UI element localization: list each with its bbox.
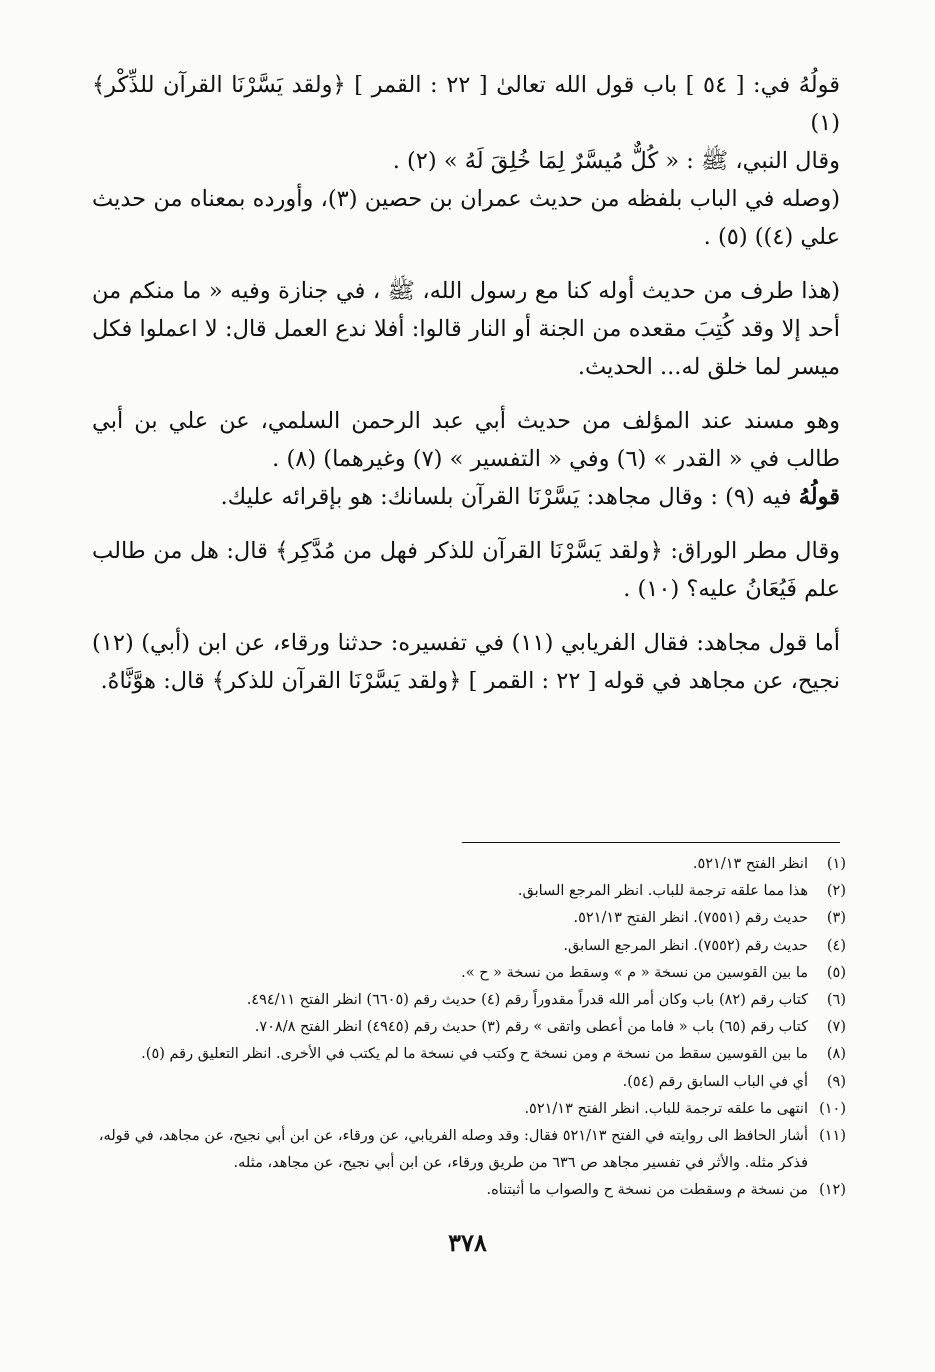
paragraph-5: وهو مسند عند المؤلف من حديث أبي عبد الرحمن السلمي، عن علي بن أبي طالب في « القدر » (٦) وفي « التفسير » (٧) وغيرهما) (٨) . <box>92 408 840 472</box>
paragraph-7: وقال مطر الوراق: ﴿ولقد يَسَّرْنَا القرآن للذكر فهل من مُدَّكِر﴾ قال: هل من طالب علم فَيُعَانُ عليه؟ (١٠) . <box>92 538 840 602</box>
footnote <box>96 1014 846 1041</box>
footnote-text: ما بين القوسين سقط من نسخة م ومن نسخة ح وكتب في نسخة ما لم يكتب في الأخرى. انظر التعليق رقم (٥). <box>141 1046 808 1063</box>
footnote-number: (١) <box>826 856 846 872</box>
footnote-number: (٩) <box>826 1073 846 1090</box>
footnote <box>96 878 846 905</box>
footnote <box>96 933 846 960</box>
footnote <box>96 1096 846 1123</box>
footnote <box>96 1069 846 1096</box>
footnote-number: (٧) <box>826 1019 846 1036</box>
footnote-text: أي في الباب السابق رقم (٥٤). <box>622 1073 808 1090</box>
footnote-number: (٣) <box>826 910 846 927</box>
footnote <box>96 851 846 878</box>
footnote-text: ما بين القوسين من نسخة « م » وسقط من نسخة « ح ». <box>461 964 808 981</box>
paragraph-6-text: فيه (٩) : وقال مجاهد: يَسَّرْنَا القرآن بلسانك: هو بإقرائه عليك. <box>220 484 792 510</box>
footnote-number: (٥) <box>826 964 846 981</box>
paragraph-2: وقال النبي، ﷺ : « كُلٌّ مُيسَّرٌ لِمَا خُلِقَ لَهُ » (٢) . <box>392 148 840 174</box>
footnote-number: (١٢) <box>819 1182 846 1199</box>
footnote <box>96 905 846 932</box>
footnote <box>96 960 846 987</box>
footnote-number: (١٠) <box>819 1100 846 1117</box>
footnote-number: (٦) <box>826 992 846 1009</box>
footnote-text: كتاب رقم (٦٥) باب « فاما من أعطى واتقى » رقم (٣) حديث رقم (٤٩٤٥) انظر الفتح ٧٠٨/٨. <box>254 1019 808 1036</box>
paragraph-8: أما قول مجاهد: فقال الفريابي (١١) في تفسيره: حدثنا ورقاء، عن ابن (أبي) (١٢) نجيح، عن مجاهد في قوله [ ٢٢ : القمر ] ﴿ولقد يَسَّرْنَا القرآن للذكر﴾ قال: هوَّنَّاهُ. <box>92 630 840 694</box>
footnote-number: (٤) <box>826 937 846 954</box>
footnotes <box>96 851 846 1205</box>
footnote-text: من نسخة م وسقطت من نسخة ح والصواب ما أثبتناه. <box>486 1182 808 1199</box>
paragraph-1: قولُهُ في: [ ٥٤ ] باب قول الله تعالىٰ [ ٢٢ : القمر ] ﴿ولقد يَسَّرْنَا القرآن للذِّكْر﴾ (١) <box>92 72 840 136</box>
footnote <box>96 1123 846 1177</box>
footnote-separator <box>462 842 840 843</box>
footnote <box>96 1041 846 1068</box>
footnote-text: هذا مما علقه ترجمة للباب. انظر المرجع السابق. <box>517 883 808 900</box>
qawluhu-heading: قولُهُ <box>798 484 840 510</box>
footnote-text: حديث رقم (٧٥٥١). انظر الفتح ٥٢١/١٣. <box>573 910 808 927</box>
footnote-text: انتهى ما علقه ترجمة للباب. انظر الفتح ٥٢١/١٣. <box>524 1100 808 1117</box>
footnote-number: (٢) <box>826 883 846 900</box>
footnote-number: (١١) <box>819 1128 846 1145</box>
footnote-text: أشار الحافظ الى روايته في الفتح ٥٢١/١٣ فقال: وقد وصله الفريابي، عن ورقاء، عن ابن أبي نجيح، عن مجاهد، في قوله، فذكر مثله. والأثر في تفسير مجاهد ص ٦٣٦ من طريق ورقاء، عن ابن أبي نجيح، عن مجاهد، مثله. <box>98 1128 808 1172</box>
footnote <box>96 987 846 1014</box>
footnote-number: (٨) <box>826 1046 846 1063</box>
footnote-text: كتاب رقم (٨٢) باب وكان أمر الله قدراً مقدوراً رقم (٤) حديث رقم (٦٦٠٥) انظر الفتح ٤٩٤/١١. <box>246 992 808 1009</box>
paragraph-3: (وصله في الباب بلفظه من حديث عمران بن حصين (٣)، وأورده بمعناه من حديث علي (٤)) (٥) . <box>92 186 840 250</box>
footnote-text: حديث رقم (٧٥٥٢). انظر المرجع السابق. <box>563 937 808 954</box>
footnote-text: انظر الفتح ٥٢١/١٣. <box>692 856 808 872</box>
footnote <box>96 1177 846 1204</box>
page-number: ٣٧٨ <box>448 1228 487 1257</box>
paragraph-4: (هذا طرف من حديث أوله كنا مع رسول الله، ﷺ ، في جنازة وفيه « ما منكم من أحد إلا وقد كُتِبَ مقعده من الجنة أو النار قالوا: أفلا ندع العمل قال: لا اعملوا فكل ميسر لما خلق له... الحديث. <box>92 278 840 380</box>
paragraph-6 <box>92 478 840 516</box>
main-text <box>92 66 840 700</box>
